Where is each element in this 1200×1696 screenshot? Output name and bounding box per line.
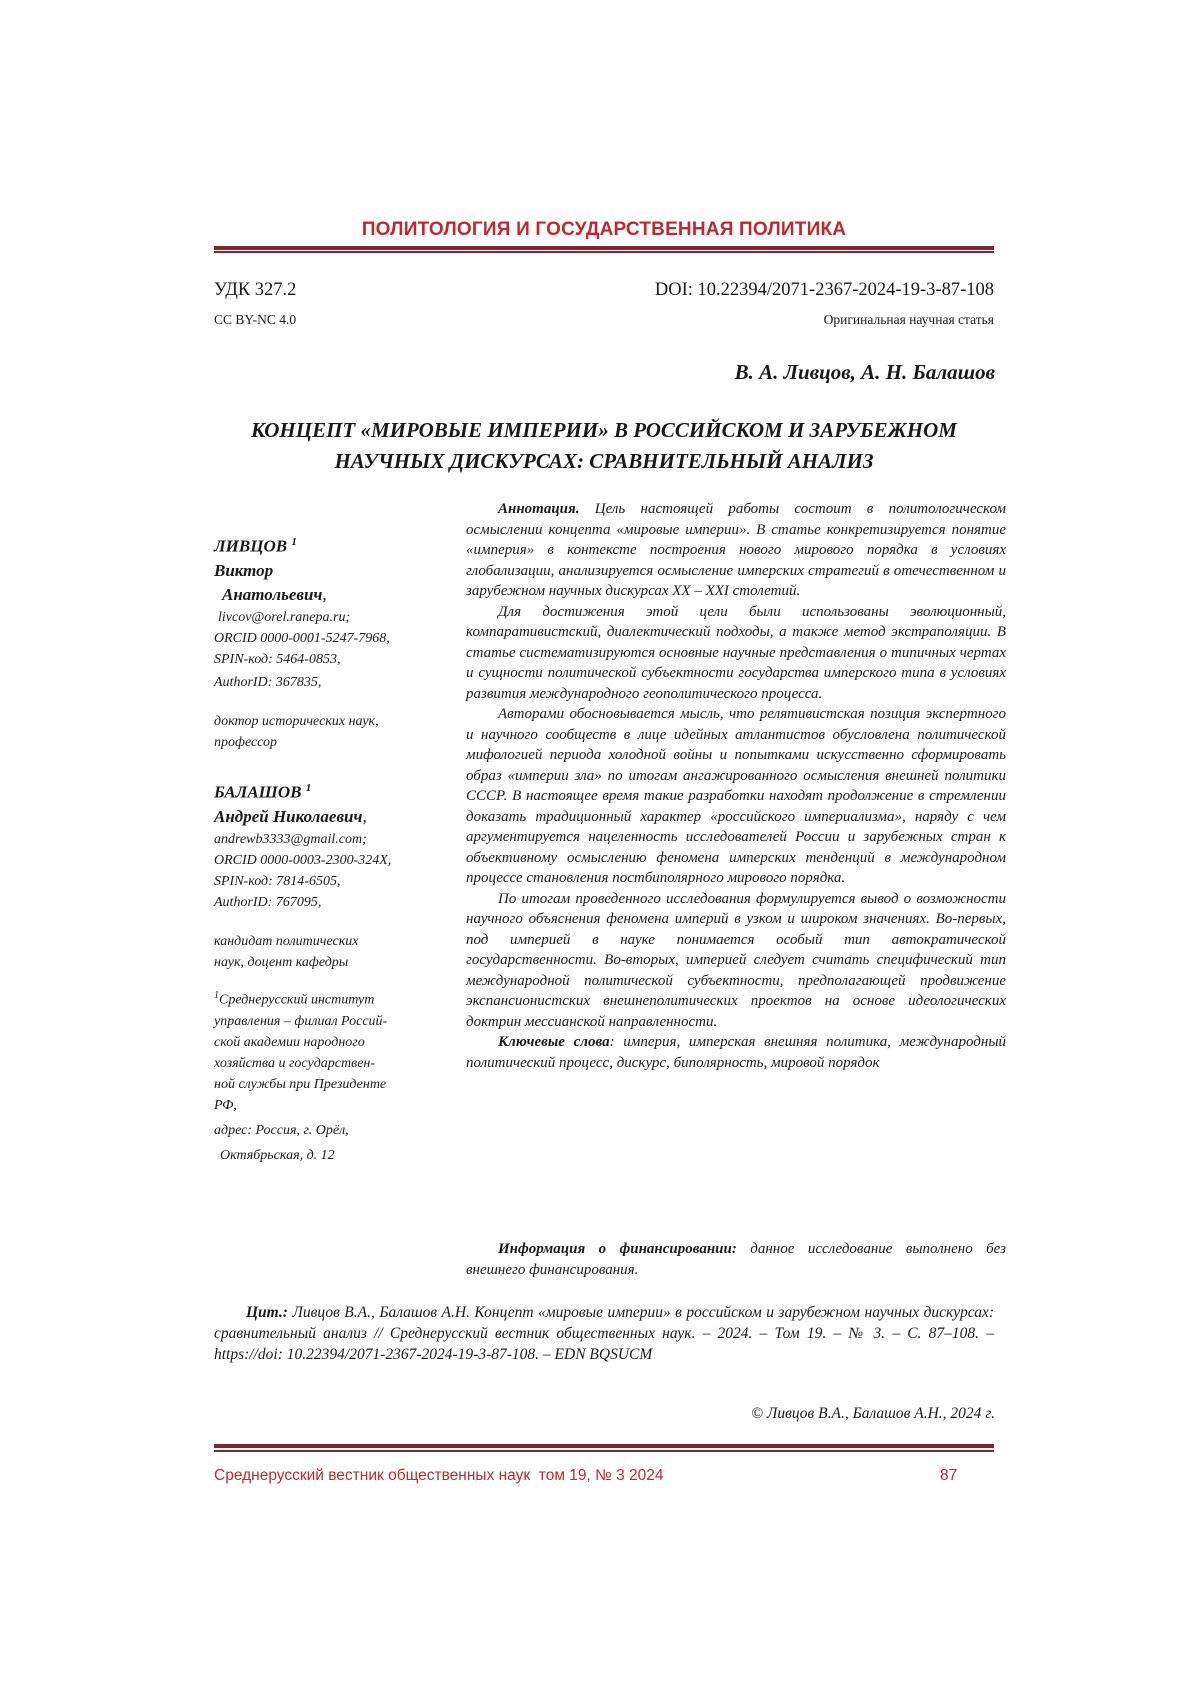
author-2-degree-1: кандидат политических bbox=[214, 933, 359, 949]
journal-section-title: ПОЛИТОЛОГИЯ И ГОСУДАРСТВЕННАЯ ПОЛИТИКА bbox=[361, 219, 847, 240]
author-1-surname-line bbox=[214, 530, 419, 559]
author-2-surname-line bbox=[214, 776, 419, 805]
title-line-2: НАУЧНЫХ ДИСКУРСАХ: СРАВНИТЕЛЬНЫЙ АНАЛИЗ bbox=[334, 449, 874, 473]
author-2-name-line: Андрей Николаевич, bbox=[214, 806, 367, 826]
article-title bbox=[214, 415, 994, 477]
affiliation-sup: 1 bbox=[214, 990, 219, 1001]
author-2-degree-2: наук, доцент кафедры bbox=[214, 954, 349, 970]
header-rule-thin bbox=[214, 251, 994, 253]
title-line-1: КОНЦЕПТ «МИРОВЫЕ ИМПЕРИИ» В РОССИЙСКОМ И ЗАРУБЕЖНОМ bbox=[251, 418, 957, 442]
author-1-degree-2: профессор bbox=[214, 734, 278, 750]
author-1-spin: SPIN-код: 5464-0853, bbox=[214, 651, 341, 667]
footer-rule-thin bbox=[214, 1450, 994, 1452]
funding-info bbox=[466, 1239, 1006, 1281]
abstract-text-1: Цель настоящей работы состоит в политологическом осмыслении концепта «мировые империи». В статье конкретизируется понятие «империя» в контексте построения нового мирового порядка в условиях глобализации, анализируется осмысление имперских стратегий в отечественном и зарубежном научных дискурсах XX – XXI столетий. bbox=[466, 501, 1007, 599]
author-1-patronymic-line: Анатольевич, bbox=[222, 584, 327, 604]
author-2-full-name: Андрей Николаевич bbox=[214, 806, 363, 826]
abstract-paragraph-3: Авторами обосновывается мысль, что релятивистская позиция экспертного и научного сообществ в лице идейных атлантистов обусловлена политической мифологией периода холодной войны и попытками искусственно сформировать образ «империи зла» по итогам ангажированного осмысления внешней политики СССР. В настоящее время такие разработки находят продолжение в стремлении доказать традиционный характер «российского империализма», наряду с чем аргументируется нацеленность исследователей России и зарубежных стран к объективному осмыслению феномена имперских тенденций в международном процессе становления постбиполярного мирового порядка. bbox=[466, 706, 1006, 886]
author-2-sup: 1 bbox=[305, 782, 312, 794]
page-number: 87 bbox=[940, 1467, 958, 1484]
affiliation-line-4: хозяйства и государствен- bbox=[214, 1055, 376, 1071]
affiliation-line-6: РФ, bbox=[214, 1097, 237, 1113]
authors-line: В. А. Ливцов, А. Н. Балашов bbox=[734, 360, 995, 384]
citation-label: Цит.: bbox=[246, 1304, 288, 1321]
funding-text: данное исследование выполнено без внешнего финансирования. bbox=[466, 1241, 1006, 1278]
affiliation-block bbox=[214, 985, 419, 1166]
keywords bbox=[466, 1032, 1006, 1073]
funding-label: Информация о финансировании: bbox=[498, 1241, 737, 1257]
abstract-paragraph-4: По итогам проведенного исследования формулируется вывод о возможности научного объяснения феномена империй в узком и широком значениях. Во-первых, под империей в науке понимается особый тип автократической государственности. Во-вторых, империей следует считать специфический тип международной политической субъектности, предполагающей продвижение экспансионистских внешнеполитических проектов на основе идеологических доктрин мессианской направленности. bbox=[466, 890, 1006, 1030]
abstract-paragraph-1 bbox=[466, 499, 1006, 602]
author-2-orcid: ORCID 0000-0003-2300-324X, bbox=[214, 852, 392, 868]
abstract-label: Аннотация. bbox=[498, 501, 580, 517]
author-1-orcid: ORCID 0000-0001-5247-7968, bbox=[214, 630, 390, 646]
citation-text: Ливцов В.А., Балашов А.Н. Концепт «мировые империи» в российском и зарубежном научных дискурсах: сравнительный анализ // Среднерусский вестник общественных наук. – 2024. – Том 19. – № 3. – С. 87–108. – https://doi: 10.22394/2071-2367-2024-19-3-87-108. – EDN BQSUCM bbox=[214, 1304, 994, 1363]
keywords-text: : империя, имперская внешняя политика, международный политический процесс, дискурс, биполярность, мировой порядок bbox=[466, 1034, 1006, 1071]
udk-code: УДК 327.2 bbox=[214, 280, 297, 300]
license: CC BY-NC 4.0 bbox=[214, 312, 297, 327]
author-1-degree-1: доктор исторических наук, bbox=[214, 713, 379, 729]
abstract-paragraph-2: Для достижения этой цели были использованы эволюционный, компаративистский, диалектический подходы, а также метод экстраполяции. В статье систематизируются основные научные представления о типичных чертах и сущности политической субъектности государства имперского типа в условиях развития международного геополитического процесса. bbox=[466, 603, 1006, 702]
author-2-authorid: AuthorID: 767095, bbox=[214, 894, 322, 910]
affiliation-line-5: ной службы при Президенте bbox=[214, 1076, 387, 1092]
author-2-surname: БАЛАШОВ bbox=[214, 782, 302, 802]
affiliation-line-3: ской академии народного bbox=[214, 1034, 365, 1050]
article-type: Оригинальная научная статья bbox=[823, 312, 994, 327]
abstract bbox=[466, 499, 1006, 1073]
author-1-sup: 1 bbox=[291, 536, 297, 548]
copyright: © Ливцов В.А., Балашов А.Н., 2024 г. bbox=[751, 1405, 995, 1422]
header-rule bbox=[214, 246, 994, 250]
doi[interactable]: DOI: 10.22394/2071-2367-2024-19-3-87-108 bbox=[654, 280, 994, 300]
footer-journal: Среднерусский вестник общественных наук том 19, № 3 2024 bbox=[214, 1467, 664, 1484]
citation bbox=[214, 1302, 994, 1365]
author-1-block bbox=[214, 530, 419, 753]
affiliation-line-1 bbox=[214, 985, 419, 1011]
author-1-patronymic: Анатольевич bbox=[222, 584, 323, 604]
keywords-label: Ключевые слова bbox=[498, 1034, 610, 1050]
author-1-first-name: Виктор bbox=[214, 560, 274, 580]
author-1-email[interactable]: livcov@orel.ranepa.ru; bbox=[218, 609, 351, 625]
affiliation-line-2: управления – филиал Россий- bbox=[214, 1013, 388, 1029]
address-line-1: адрес: Россия, г. Орёл, bbox=[214, 1122, 349, 1138]
footer-rule bbox=[214, 1444, 994, 1448]
address-line-2: Октябрьская, д. 12 bbox=[220, 1147, 335, 1163]
author-1-authorid: AuthorID: 367835, bbox=[214, 674, 322, 690]
affiliation-text-1: Среднерусский институт bbox=[219, 992, 375, 1008]
author-1-surname: ЛИВЦОВ bbox=[214, 536, 288, 556]
author-2-spin: SPIN-код: 7814-6505, bbox=[214, 873, 341, 889]
author-2-email[interactable]: andrewb3333@gmail.com; bbox=[214, 831, 367, 847]
author-2-block bbox=[214, 776, 419, 973]
